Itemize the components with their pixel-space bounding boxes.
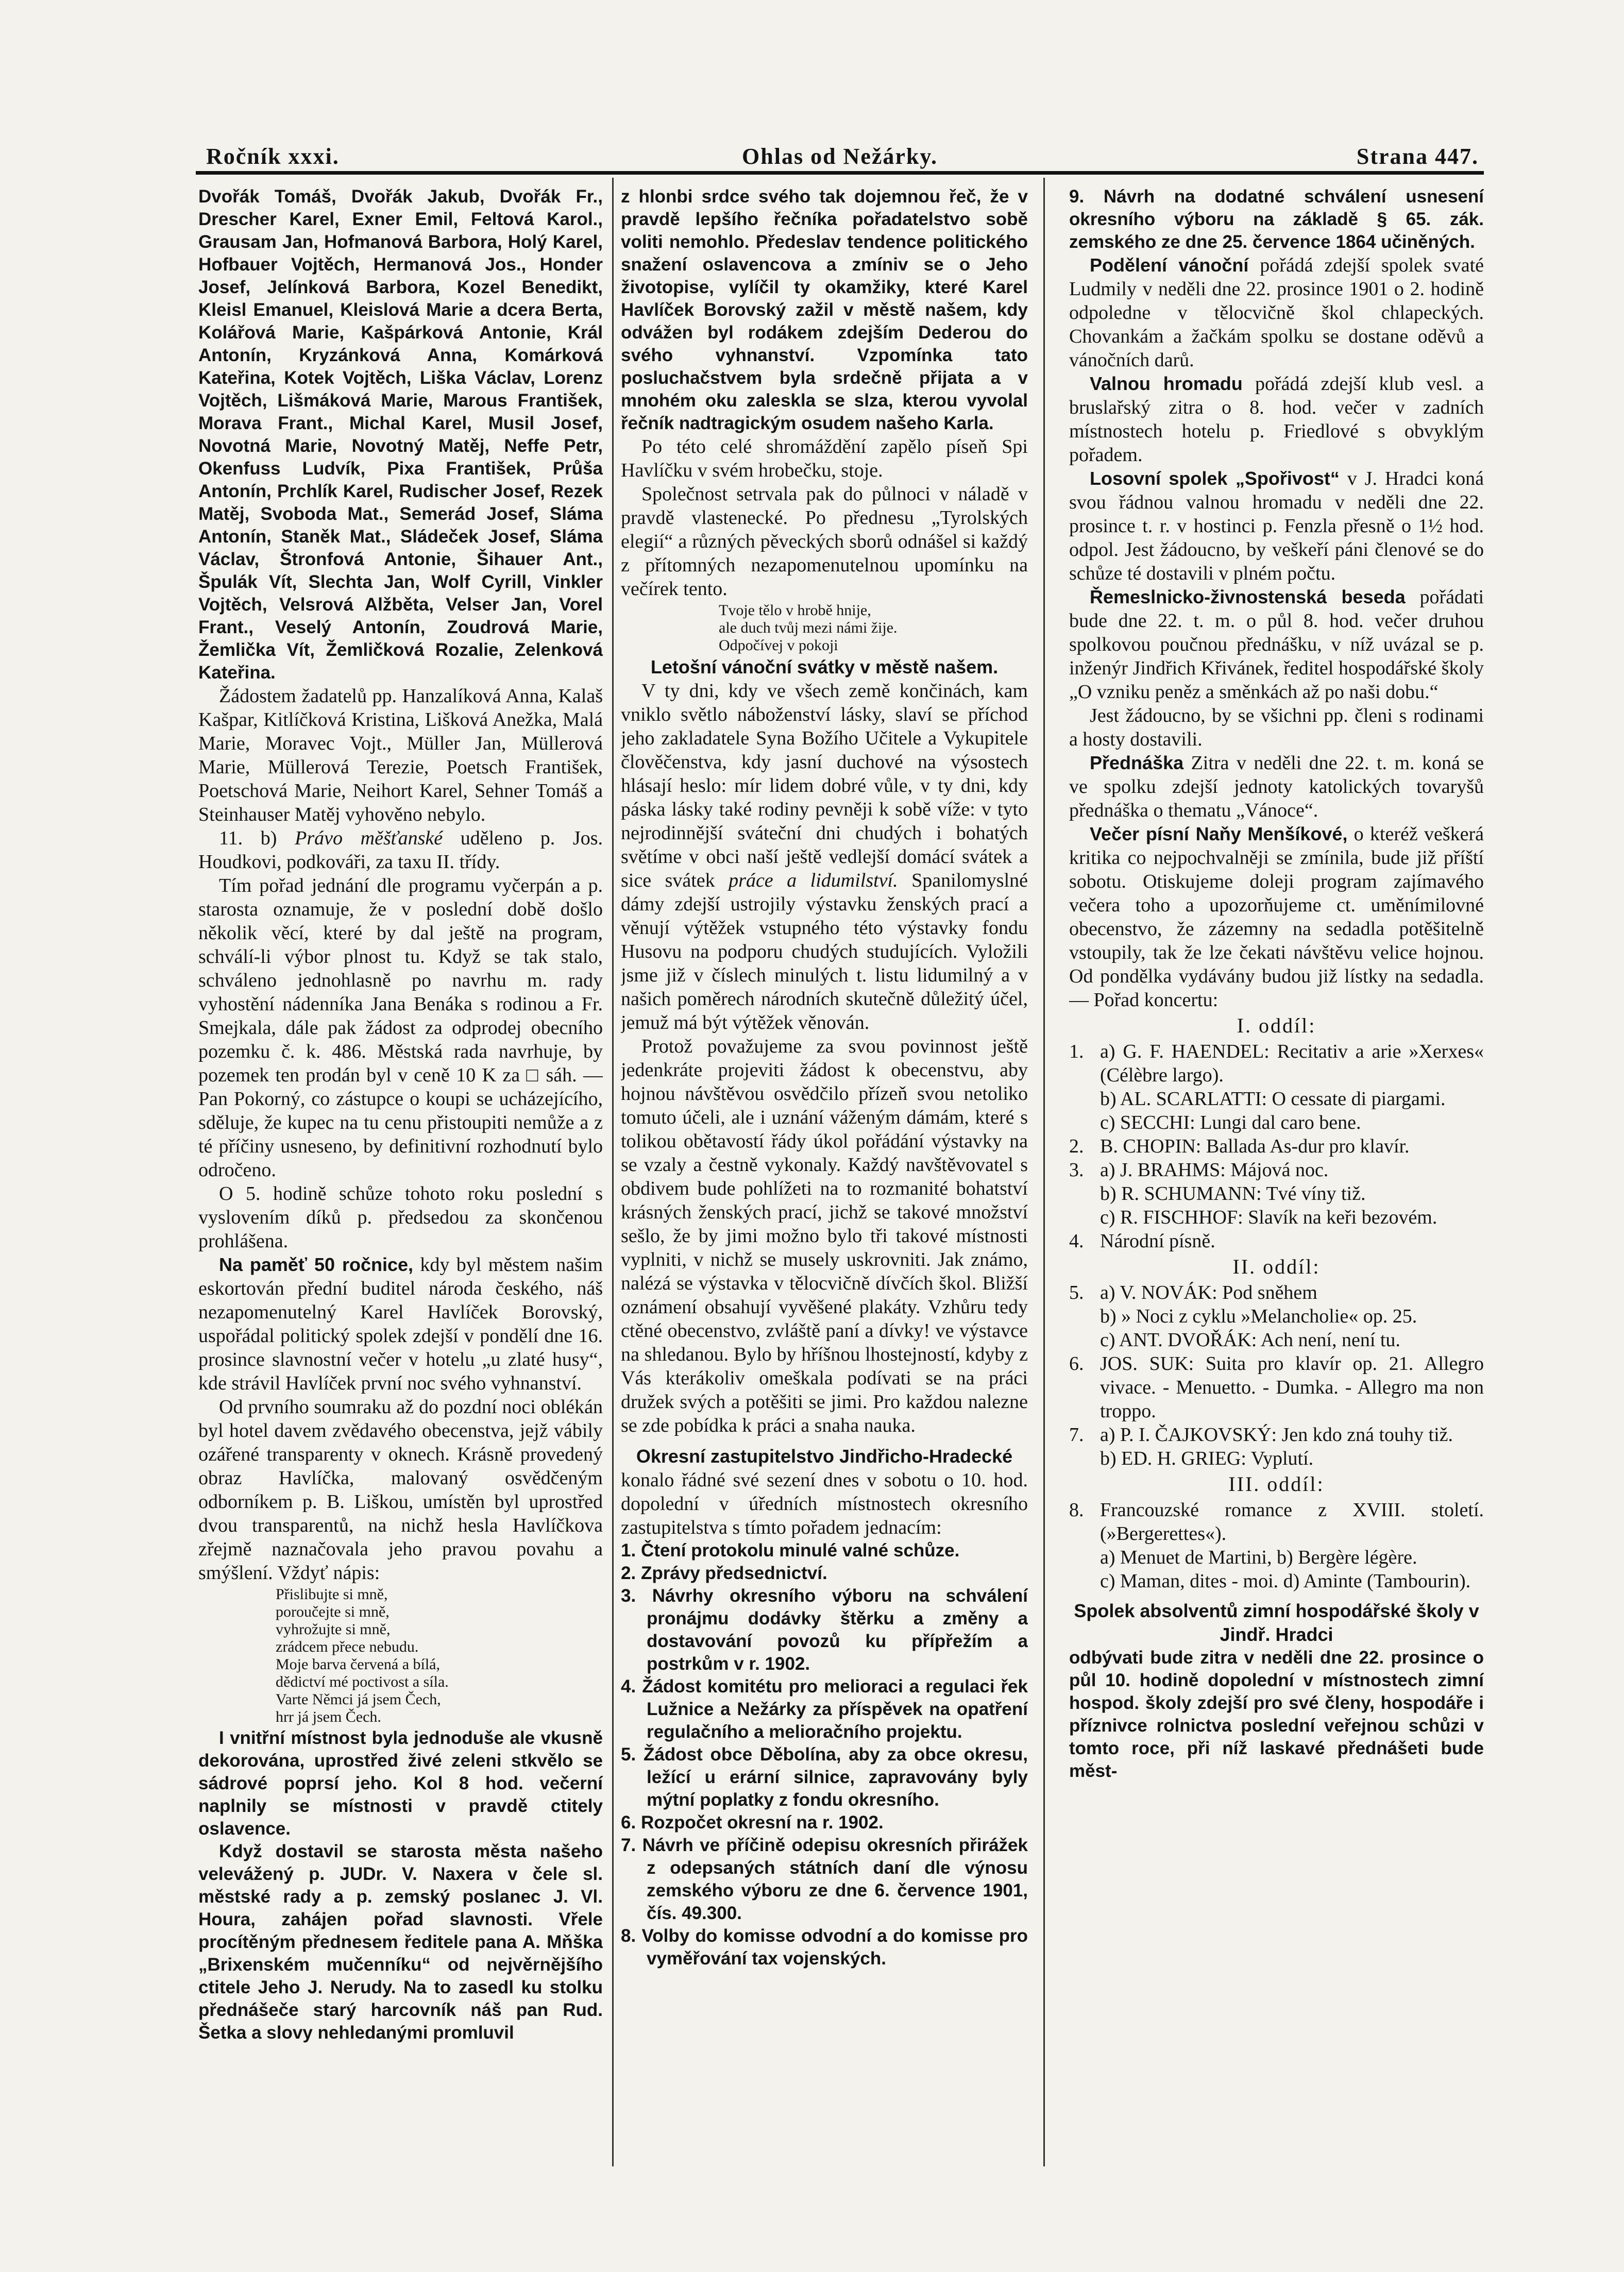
program-item: c) Maman, dites - moi. d) Aminte (Tambourin). xyxy=(1100,1570,1471,1592)
paragraph: Jest žádoucno, by se všichni pp. členi s rodinami a hosty dostavili. xyxy=(1069,705,1484,750)
program-section-3: III. oddíl: xyxy=(1228,1472,1325,1496)
notice xyxy=(1069,751,1484,822)
item-number: 11. b) xyxy=(219,827,277,849)
paragraph xyxy=(198,826,603,874)
verse-line: vyhrožujte si mně, xyxy=(276,1621,391,1638)
paragraph: Tím pořad jednání dle programu vyčerpán a p. starosta oznamuje, že v poslední době došlo několik věcí, které by dal ještě na program, schválí-li výbor plnost tu. Když se tak stalo, schváleno jednohlasně po navrhu m. rady vyhostění nádenníka Jana Benáka s rodinou a Fr. Smejkala, dále pak žádost za odprodej obecního pozemku č. k. 486. Městská rada navrhuje, by pozemek ten prodán byl v ceně 10 K za □ sáh. — Pan Pokorný, co zástupce o koupi se ucházejícího, sděluje, že kupec na tu cenu přistoupiti nemůže a z té příčiny usneseno, by definitivní rozhodnutí bylo odročeno. xyxy=(198,875,603,1181)
program-item: c) ANT. DVOŘÁK: Ach není, není tu. xyxy=(1100,1329,1400,1351)
program-item: a) Menuet de Martini, b) Bergère légère. xyxy=(1100,1547,1417,1568)
notice xyxy=(1069,253,1484,372)
newspaper-title: Ohlas od Nežárky. xyxy=(742,144,938,169)
verse-line: hrr já jsem Čech. xyxy=(276,1708,381,1725)
program-item: b) AL. SCARLATTI: O cessate di piargami. xyxy=(1100,1088,1446,1110)
column-divider-2 xyxy=(1043,178,1045,2166)
emphasis: práce a lidumilství. xyxy=(729,870,898,891)
program-item: b) ED. H. GRIEG: Vyplutí. xyxy=(1100,1448,1314,1469)
paragraph: Po této celé shromáždění zapělo píseň Spi Havlíčku v svém hrobečku, stoje. xyxy=(621,436,1028,481)
notice xyxy=(1069,372,1484,467)
list-item: 3. Návrhy okresního výboru na schválení pronájmu dodávky štěrku a změny a dostavování povozů ku přípřežím a postrkům v r. 1902. xyxy=(621,1586,1028,1674)
text: V ty dni, kdy ve všech země končinách, kam vniklo světlo náboženství lásky, slaví se příchod jeho zakladatele Syna Božího Učitele a Vykupitele člověčenstva, kdy jasní duchové na výsostech hlásají heslo: mír lidem dobré vůle, v ty dni, kdy páska lásky také rodiny pevněji k sobě víže: v tyto nejrodinnější sváteční dni chudých i bohatých světíme v obci naší ještě vedlejší domácí svátek a sice svátek xyxy=(621,680,1028,891)
verse-line: ale duch tvůj mezi námi žije. xyxy=(719,619,898,636)
verse-line: Varte Němci já jsem Čech, xyxy=(276,1691,441,1708)
emphasis: Právo měšťanské xyxy=(295,827,443,849)
column-3 xyxy=(1069,185,1484,2169)
verse xyxy=(276,1586,603,1726)
article xyxy=(198,1253,603,1395)
notice-text: odbývati bude zitra v neděli dne 22. prosince o půl 10. hodině dopolední v místnostech zimní hospod. školy zdejší pro své členy, hospodáře i příznivce rolnictva poslední veřejnou schůzi v tomto roce, při níž laskavé přednášeti bude měst- xyxy=(1069,1648,1484,1781)
program-item: b) » Noci z cyklu »Melancholie« op. 25. xyxy=(1100,1305,1417,1327)
program-section-1: I. oddíl: xyxy=(1237,1014,1316,1037)
column-divider-1 xyxy=(612,178,614,2166)
notice-text: pořádá zdejší spolek svaté Ludmily v neděli dne 22. prosince 1901 o 2. hodině odpoledne v tělocvičně škol chlapeckých. Chovankám a žačkám spolku se dostane oděvů a vánočních darů. xyxy=(1069,255,1484,371)
paragraph: z hlonbi srdce svého tak dojemnou řeč, že v pravdě lepšího řečníka pořadatelstvo sobě voliti nemohlo. Předeslav tendence politického snažení oslavencova a zmíniv se o Jeho životopise, vylíčil ty okamžiky, které Karel Havlíček Borovský zažil v městě našem, kdy odvážen byl rodákem zdejším Dederou do svého vyhnanství. Vzpomínka tato posluchačstvem byla srdečně přijata a v mnohém oku zaleskla se slza, kterou vyvolal řečník nadtragickým osudem našeho Karla. xyxy=(621,186,1028,433)
paragraph: O 5. hodině schůze tohoto roku poslední s vyslovením díků p. předsedou za skončenou prohlášena. xyxy=(198,1183,603,1252)
paragraph: Protož považujeme za svou povinnost ještě jedenkráte projeviti žádost k obecenstvu, aby hojnou návštěvou osvědčilo přízeň svou netoliko tomuto účeli, ale i uznání váženým dámám, které s tolikou obětavostí řády úkol pořádání výstavky na se vzaly a čestně vykonaly. Každý navštěvovatel s obdivem bude pohlížeti na to rozmanité bohatství krásných ženských prací, jichž se takové množství sešlo, že by jimi možno bylo tři takové místnosti vyplniti, v nichž se musely uskrovniti. Jak známo, nalézá se výstavka v tělocvičně dívčích škol. Bližší oznámení obsahují vyvěšené plakáty. Vzhůru tedy ctěné obecenstvo, zvláště paní a dívky! ve výstavce na shledanou. Bylo by hříšnou lhostejností, kdyby z Vás kterákoliv omeškala podívati se na práci družek svých a potěšiti se jimi. Pro každou nalezne se zde pobídka k práci a snaha nauka. xyxy=(621,1036,1028,1436)
paragraph: I vnitřní místnost byla jednoduše ale vkusně dekorována, uprostřed živé zeleni stkvělo se sádrové poprsí jeho. Kol 8 hod. večerní naplnily se místnosti v pravdě ctitely oslavence. xyxy=(198,1728,603,1839)
page-header xyxy=(196,135,1484,171)
notice-text: pořádá zdejší klub vesl. a bruslařský zitra o 8. hod. večer v zadních místnostech hotelu p. Friedlové s obvyklým pořadem. xyxy=(1069,373,1484,466)
list-item: 8. Volby do komisse odvodní a do komisse pro vyměřování tax vojenských. xyxy=(621,1926,1028,1969)
list-item: 5. Žádost obce Děbolína, aby za obce okresu, ležící u erární silnice, zapravovány byly mýtní poplatky z fondu okresního. xyxy=(621,1744,1028,1810)
agenda-item-9: 9. Návrh na dodatné schválení usnesení okresního výboru na základě § 65. zák. zemského ze dne 25. července 1864 učiněných. xyxy=(1069,186,1484,252)
notice-heading: Řemeslnicko-živnostenská beseda xyxy=(1090,586,1406,607)
column-2 xyxy=(621,185,1028,2169)
list-item: 6. Rozpočet okresní na r. 1902. xyxy=(621,1812,884,1833)
article-text: konalo řádné své sezení dnes v sobotu o 10. hod. dopolední v úředních místnostech okresního zastupitelstva s tímto pořadem jednacím: xyxy=(621,1469,1028,1538)
program-section-2: II. oddíl: xyxy=(1232,1255,1321,1278)
program-item: 4. Národní písně. xyxy=(1069,1230,1215,1252)
notice-heading: Přednáška xyxy=(1090,752,1184,773)
program-item: b) R. SCHUMANN: Tvé víny tiž. xyxy=(1100,1183,1366,1205)
notice-heading: Spolek absolventů zimní hospodářské školy v Jindř. Hradci xyxy=(1074,1600,1479,1645)
verse-line: Tvoje tělo v hrobě hnije, xyxy=(719,602,871,619)
verse-line: poroučejte si mně, xyxy=(276,1603,390,1620)
verse-line: dědictví mé poctivost a síla. xyxy=(276,1673,449,1690)
notice-text: v J. Hradci koná svou řádnou valnou hromadu v neděli dne 22. prosince t. r. v hostinci p. Fenzla přesně o 1½ hod. odpol. Jest žádoucno, by veškeří páni členové se do schůze té dostavili v plném počtu. xyxy=(1069,468,1484,584)
page-number: Strana 447. xyxy=(1356,144,1479,169)
paragraph: Od prvního soumraku až do pozdní noci oblékán byl hotel davem zvědavého obecenstva, jejž vábily ozářené transparenty v oknech. Krásně provedený obraz Havlíčka, malovaný osvědčeným odborníkem p. B. Liškou, umístěn byl uprostřed dvou transparentů, na nichž hesla Havlíčkova zřejmě naznačovala jeho pravou povahu a smýšlení. Vždyť nápis: xyxy=(198,1396,603,1584)
verse-line: Přislibujte si mně, xyxy=(276,1586,388,1603)
notice xyxy=(1069,467,1484,585)
program-item: 1. a) G. F. HAENDEL: Recitativ a arie »Xerxes« (Célèbre largo). xyxy=(1069,1041,1484,1086)
program-item: 5. a) V. NOVÁK: Pod sněhem xyxy=(1069,1282,1317,1303)
notice-text: Zitra v neděli dne 22. t. m. koná se ve spolku zdejší jednoty katolických tovaryšů přednáška o thematu „Vánoce“. xyxy=(1069,752,1484,821)
article-heading: Okresní zastupitelstvo Jindřicho-Hradecké xyxy=(636,1446,1013,1467)
verse-line: zrádcem přece nebudu. xyxy=(276,1638,419,1655)
text: uděleno p. Jos. Houdkovi, podkováři, za taxu II. třídy. xyxy=(198,827,603,873)
verse-line: Moje barva červená a bílá, xyxy=(276,1656,440,1673)
article-text xyxy=(621,679,1028,1035)
agenda-list xyxy=(621,1539,1028,1970)
paragraph: Když dostavil se starosta města našeho velevážený p. JUDr. V. Naxera v čele sl. městské rady a p. zemský poslanec J. Vl. Houra, zahájen pořad slavnosti. Vřele procítěným přednesem ředitele pana A. Mňška „Brixenském mučenníku“ od nejvěrnějšího ctitele Jeho J. Nerudy. Na to zasedl ku stolku přednášeče starý harcovník náš pan Rud. Šetka a slovy nehledanými promluvil xyxy=(198,1841,603,2043)
verse xyxy=(719,602,1028,654)
article-heading: Letošní vánoční svátky v městě našem. xyxy=(650,656,999,677)
list-item: 1. Čtení protokolu minulé valné schůze. xyxy=(621,1540,960,1561)
program-item: c) R. FISCHHOF: Slavík na keři bezovém. xyxy=(1100,1207,1437,1228)
list-item: 7. Návrh ve příčině odepisu okresních přirážek z odepsaných státních daní dle výnosu zemského výboru ze dne 6. července 1901, čís. 49.300. xyxy=(621,1835,1028,1923)
article-heading: Na paměť 50 ročnice, xyxy=(219,1254,414,1275)
program-item: c) SECCHI: Lungi dal caro bene. xyxy=(1100,1112,1361,1133)
notice-heading: Podělení vánoční xyxy=(1090,255,1249,276)
paragraph: Žádostem žadatelů pp. Hanzalíková Anna, Kalaš Kašpar, Kitlíčková Kristina, Lišková Anežka, Malá Marie, Moravec Vojt., Müller Jan, Müllerová Marie, Müllerová Terezie, Poetsch František, Poetschová Marie, Neihort Karel, Sehner Tomáš a Steinhauser Matěj vyhověno nebylo. xyxy=(198,685,603,825)
header-rule xyxy=(196,171,1484,175)
notice xyxy=(1069,585,1484,704)
program-item: 8. Francouzské romance z XVIII. století. (»Bergerettes«). xyxy=(1069,1499,1484,1545)
paragraph: Společnost setrvala pak do půlnoci v náladě v pravdě vlastenecké. Po přednesu „Tyrolských elegií“ a různých pěveckých sborů odnášel si každý z přítomných nezapomenutelnou upomínku na večírek tento. xyxy=(621,483,1028,600)
notice-text: pořádati bude dne 22. t. m. o půl 8. hod. večer druhou spolkovou poučnou přednášku, v níž uvázal se p. inženýr Jindřich Křivánek, ředitel hospodářské školy „O vzniku peněz a směnkách až po naši dobu.“ xyxy=(1069,586,1484,703)
notice xyxy=(1069,822,1484,1012)
verse-line: Odpočívej v pokoji xyxy=(719,637,838,654)
program-item: 7. a) P. I. ČAJKOVSKÝ: Jen kdo zná touhy tiž. xyxy=(1069,1424,1453,1446)
program-item: 3. a) J. BRAHMS: Májová noc. xyxy=(1069,1159,1329,1181)
program-item: 2. B. CHOPIN: Ballada As-dur pro klavír. xyxy=(1069,1135,1410,1157)
notice-heading: Večer písní Naňy Menšíkové, xyxy=(1090,823,1348,844)
notice-text: o kteréž veškerá kritika co nejpochvalněji se zmínila, bude již příští sobotu. Otiskujeme doleji program zajímavého večera toho a upozorňujeme ct. uměnímilovné obecenstvo, že zázemny na sedadla potěšitelně vstoupily, tak že lze čekati návštěvu velice hojnou. Od pondělka vydávány budou již lístky na sedadla. — Pořad koncertu: xyxy=(1069,823,1484,1011)
member-names: Dvořák Tomáš, Dvořák Jakub, Dvořák Fr., Drescher Karel, Exner Emil, Feltová Karol., Grausam Jan, Hofmanová Barbora, Holý Karel, Hofbauer Vojtěch, Hermanová Jos., Honder Josef, Jelínková Barbora, Kozel Benedikt, Kleisl Emanuel, Kleislová Marie a dcera Berta, Kolářová Marie, Kašpárková Antonie, Král Antonín, Kryzánková Anna, Komárková Kateřina, Kotek Vojtěch, Liška Václav, Lorenz Vojtěch, Lišmáková Marie, Marous František, Morava Frant., Michal Karel, Musil Josef, Novotná Marie, Novotný Matěj, Neffe Petr, Okenfuss Ludvík, Pixa František, Průša Antonín, Prchlík Karel, Rudischer Josef, Rezek Matěj, Svoboda Mat., Semerád Josef, Sláma Antonín, Staněk Mat., Sládeček Josef, Sláma Václav, Štronfová Antonie, Šihauer Ant., Špulák Vít, Slechta Jan, Wolf Cyrill, Vinkler Vojtěch, Velsrová Alžběta, Velser Jan, Vorel Frant., Veselý Antonín, Zoudrová Marie, Žemlička Vít, Žemličková Rozalie, Zelenková Kateřina. xyxy=(198,186,603,683)
list-item: 2. Zprávy předsednictví. xyxy=(621,1563,827,1583)
text: Spanilomyslné dámy zdejší ustrojily výstavku ženských prací a věnují výtěžek vstupného této výstavky fondu Husovu na podporu chudých studujících. Vyložili jsme již v číslech minulých t. listu lidumilný a v našich poměrech národních skutečně důležitý účel, jemuž má být výtěžek věnován. xyxy=(621,870,1028,1033)
notice-heading: Losovní spolek „Spořivost“ xyxy=(1090,468,1340,489)
article-text: kdy byl městem našim eskortován přední buditel národa českého, náš nezapomenutelný Karel Havlíček Borovský, uspořádal politický spolek zdejší v pondělí dne 16. prosince slavnostní večer v hotelu „u zlaté husy“, kde strávil Havlíček první noc svého vyhnanství. xyxy=(198,1254,603,1394)
column-1 xyxy=(198,185,603,2169)
notice-heading: Valnou hromadu xyxy=(1090,373,1243,394)
volume-label: Ročník xxxi. xyxy=(206,144,340,169)
program-item: 6. JOS. SUK: Suita pro klavír op. 21. Allegro vivace. - Menuetto. - Dumka. - Allegro ma non troppo. xyxy=(1069,1353,1484,1422)
list-item: 4. Žádost komitétu pro melioraci a regulaci řek Lužnice a Nežárky za příspěvek na opatření regulačního a melioračního projektu. xyxy=(621,1676,1028,1742)
